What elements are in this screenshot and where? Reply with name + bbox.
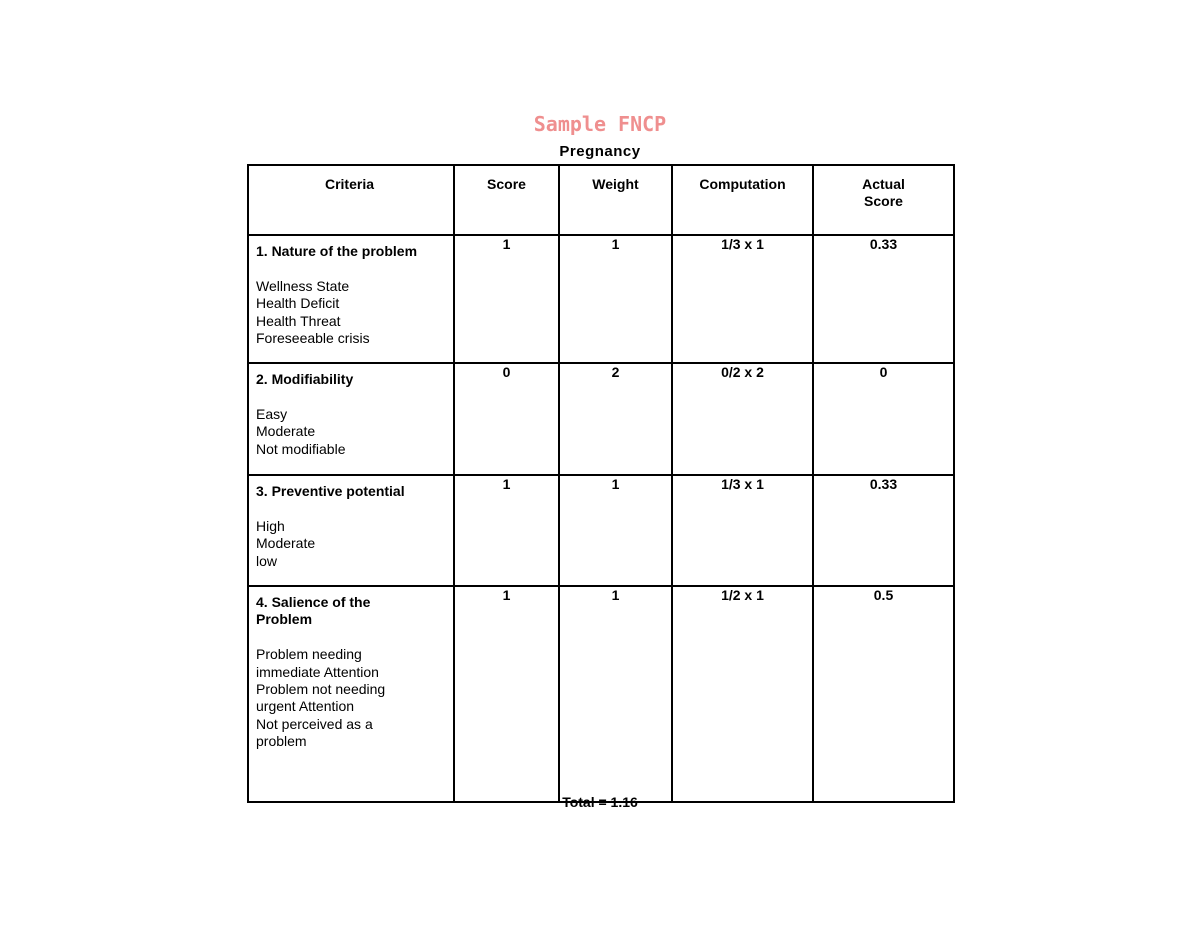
- computation-cell: 1/2 x 1: [672, 586, 813, 802]
- score-cell: 1: [454, 235, 559, 363]
- table-header-row: [248, 165, 954, 235]
- criteria-cell: [248, 586, 454, 802]
- actual-score-cell: 0: [813, 363, 954, 475]
- criteria-option: Foreseeable crisis: [256, 330, 370, 347]
- criteria-cell: [248, 235, 454, 363]
- criteria-heading: 4. Salience of the Problem: [256, 594, 371, 628]
- criteria-cell: [248, 475, 454, 586]
- criteria-heading: 2. Modifiability: [256, 371, 354, 387]
- fncp-table: [247, 164, 955, 803]
- table-row: [248, 475, 954, 586]
- computation-cell: 0/2 x 2: [672, 363, 813, 475]
- table-row: [248, 363, 954, 475]
- header-computation: Computation: [672, 165, 813, 235]
- criteria-option: Problem needing immediate Attention: [256, 646, 379, 680]
- table-row: [248, 586, 954, 802]
- criteria-option: Health Deficit: [256, 295, 340, 312]
- header-criteria: Criteria: [248, 165, 454, 235]
- criteria-option: Easy: [256, 405, 288, 422]
- actual-score-cell: 0.33: [813, 235, 954, 363]
- criteria-option: Moderate: [256, 535, 316, 552]
- document-title: Sample FNCP: [533, 112, 667, 136]
- criteria-option: Not modifiable: [256, 440, 346, 457]
- criteria-option: Not perceived as a problem: [256, 715, 373, 750]
- computation-cell: 1/3 x 1: [672, 475, 813, 586]
- score-cell: 1: [454, 475, 559, 586]
- criteria-cell: [248, 363, 454, 475]
- actual-score-cell: 0.5: [813, 586, 954, 802]
- table-row: [248, 235, 954, 363]
- weight-cell: 1: [559, 235, 672, 363]
- weight-cell: 2: [559, 363, 672, 475]
- score-cell: 0: [454, 363, 559, 475]
- criteria-heading: 3. Preventive potential: [256, 483, 405, 499]
- criteria-options: [256, 278, 453, 348]
- criteria-option: Wellness State: [256, 277, 350, 294]
- document-subtitle: Pregnancy: [559, 143, 641, 160]
- header-score: Score: [454, 165, 559, 235]
- computation-cell: 1/3 x 1: [672, 235, 813, 363]
- criteria-option: low: [256, 552, 278, 569]
- actual-score-cell: 0.33: [813, 475, 954, 586]
- score-cell: 1: [454, 586, 559, 802]
- weight-cell: 1: [559, 586, 672, 802]
- criteria-option: Problem not needing urgent Attention: [256, 681, 386, 715]
- header-actual-score: Actual Score: [813, 165, 954, 235]
- criteria-option: Health Threat: [256, 312, 341, 329]
- header-weight: Weight: [559, 165, 672, 235]
- criteria-options: [256, 406, 453, 458]
- criteria-options: [256, 646, 393, 750]
- criteria-option: Moderate: [256, 423, 316, 440]
- total-score: Total = 1.16: [562, 794, 638, 810]
- criteria-options: [256, 518, 453, 570]
- criteria-option: High: [256, 517, 285, 534]
- weight-cell: 1: [559, 475, 672, 586]
- criteria-heading: 1. Nature of the problem: [256, 243, 418, 259]
